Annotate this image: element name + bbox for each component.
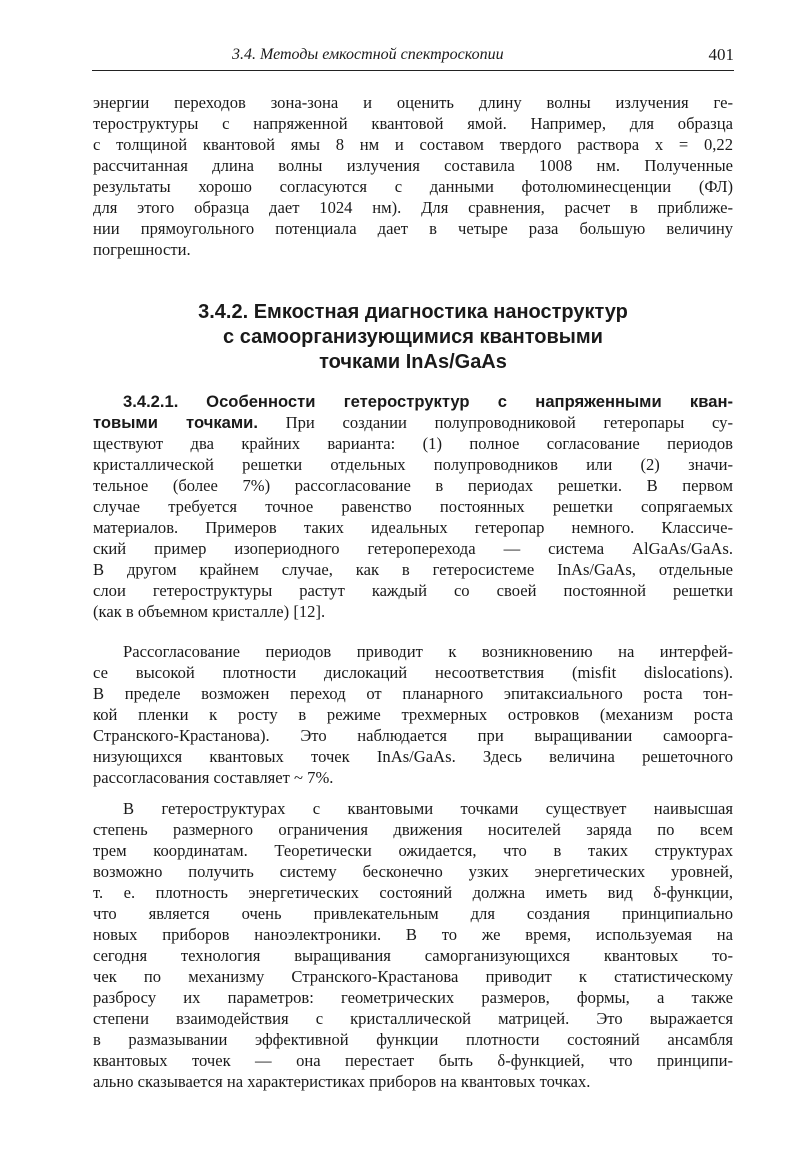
- page-number: 401: [708, 45, 734, 64]
- text-line: кристаллической решетки отдельных полупроводников или (2) значи-: [93, 455, 733, 474]
- text-line: погрешности.: [93, 240, 191, 259]
- running-title: 3.4. Методы емкостной спектроскопии: [232, 46, 504, 63]
- section-heading-line: 3.4.2. Емкостная диагностика наноструктур: [198, 301, 628, 323]
- text-line: [93, 412, 733, 433]
- text-line: се высокой плотности дислокаций несоответствия (misfit dislocations).: [93, 663, 733, 682]
- section-heading-line: точками InAs/GaAs: [319, 351, 507, 373]
- text-line: с толщиной квантовой ямы 8 нм и составом твердого раствора x = 0,22: [93, 135, 733, 154]
- text-line: тельное (более 7%) рассогласование в периодах решетки. В первом: [93, 476, 733, 495]
- text-line: сегодня технология выращивания саморганизующихся квантовых то-: [93, 946, 733, 965]
- text-line: В пределе возможен переход от планарного эпитаксиального роста тон-: [93, 684, 733, 703]
- text-line: трем координатам. Теоретически ожидается, что в таких структурах: [93, 841, 733, 860]
- text-line: степени взаимодействия с кристаллической матрицей. Это выражается: [93, 1009, 733, 1028]
- text-line: для этого образца дает 1024 нм). Для сравнения, расчет в приближе-: [93, 198, 733, 217]
- running-header: [92, 40, 734, 71]
- text-line: кой пленки к росту в режиме трехмерных островков (механизм роста: [93, 705, 733, 724]
- text-line: что является очень привлекательным для создания принципиально: [93, 904, 733, 923]
- text-line: материалов. Примеров таких идеальных гетеропар немного. Классиче-: [93, 518, 733, 537]
- text-line: Странского-Крастанова). Это наблюдается при выращивании самоорга-: [93, 726, 733, 745]
- text-line: Рассогласование периодов приводит к возникновению на интерфей-: [123, 642, 733, 661]
- text-line: новых приборов наноэлектроники. В то же время, используемая на: [93, 925, 733, 944]
- text-line: квантовых точек — она перестает быть δ-функцией, что принципи-: [93, 1051, 733, 1070]
- section-heading-line: с самоорганизующимися квантовыми: [223, 326, 603, 348]
- subsection-paragraph: [93, 391, 733, 622]
- text-line: рассчитанная длина волны излучения составила 1008 нм. Полученные: [93, 156, 733, 175]
- text-line: В гетероструктурах с квантовыми точками существует наивысшая: [123, 799, 733, 818]
- text-line: случае требуется точное равенство постоянных решетки сопрягаемых: [93, 497, 733, 516]
- text-span: При создании полупроводниковой гетеропары су-: [285, 413, 733, 432]
- text-line: возможно получить систему бесконечно узких энергетических уровней,: [93, 862, 733, 881]
- subsection-number: 3.4.2.1.: [123, 392, 179, 411]
- paragraph-quantum-dots: [93, 798, 733, 1092]
- subsection-title: Особенности гетероструктур с напряженными кван-: [206, 392, 733, 411]
- text-line: нии прямоугольного потенциала дает в четыре раза большую величину: [93, 219, 733, 238]
- text-line: ально сказывается на характеристиках приборов на квантовых точках.: [93, 1072, 591, 1091]
- subsection-title-line: [93, 391, 733, 412]
- text-line: слои гетероструктуры растут каждый со своей постоянной решетки: [93, 581, 733, 600]
- intro-paragraph: [93, 92, 733, 260]
- text-line: степень размерного ограничения движения носителей заряда по всем: [93, 820, 733, 839]
- section-heading: [93, 300, 733, 375]
- text-line: В другом крайнем случае, как в гетеросистеме InAs/GaAs, отдельные: [93, 560, 733, 579]
- text-line: т. е. плотность энергетических состояний должна иметь вид δ-функции,: [93, 883, 733, 902]
- text-line: чек по механизму Странского-Крастанова приводит к статистическому: [93, 967, 733, 986]
- text-line: энергии переходов зона-зона и оценить длину волны излучения ге-: [93, 93, 733, 112]
- text-line: низующихся квантовых точек InAs/GaAs. Здесь величина решеточного: [93, 747, 733, 766]
- text-line: тероструктуры с напряженной квантовой ямой. Например, для образца: [93, 114, 733, 133]
- text-line: рассогласования составляет ~ 7%.: [93, 768, 334, 787]
- subsection-title-end: товыми точками.: [93, 413, 258, 432]
- text-line: в размазывании эффективной функции плотности состояний ансамбля: [93, 1030, 733, 1049]
- text-line: (как в объемном кристалле) [12].: [93, 602, 326, 621]
- text-line: результаты хорошо согласуются с данными фотолюминесценции (ФЛ): [93, 177, 733, 196]
- text-line: ществуют два крайних варианта: (1) полное согласование периодов: [93, 434, 733, 453]
- text-line: ский пример изопериодного гетероперехода — система AlGaAs/GaAs.: [93, 539, 733, 558]
- paragraph-misfit: [93, 641, 733, 788]
- text-line: разбросу их параметров: геометрических размеров, формы, а также: [93, 988, 733, 1007]
